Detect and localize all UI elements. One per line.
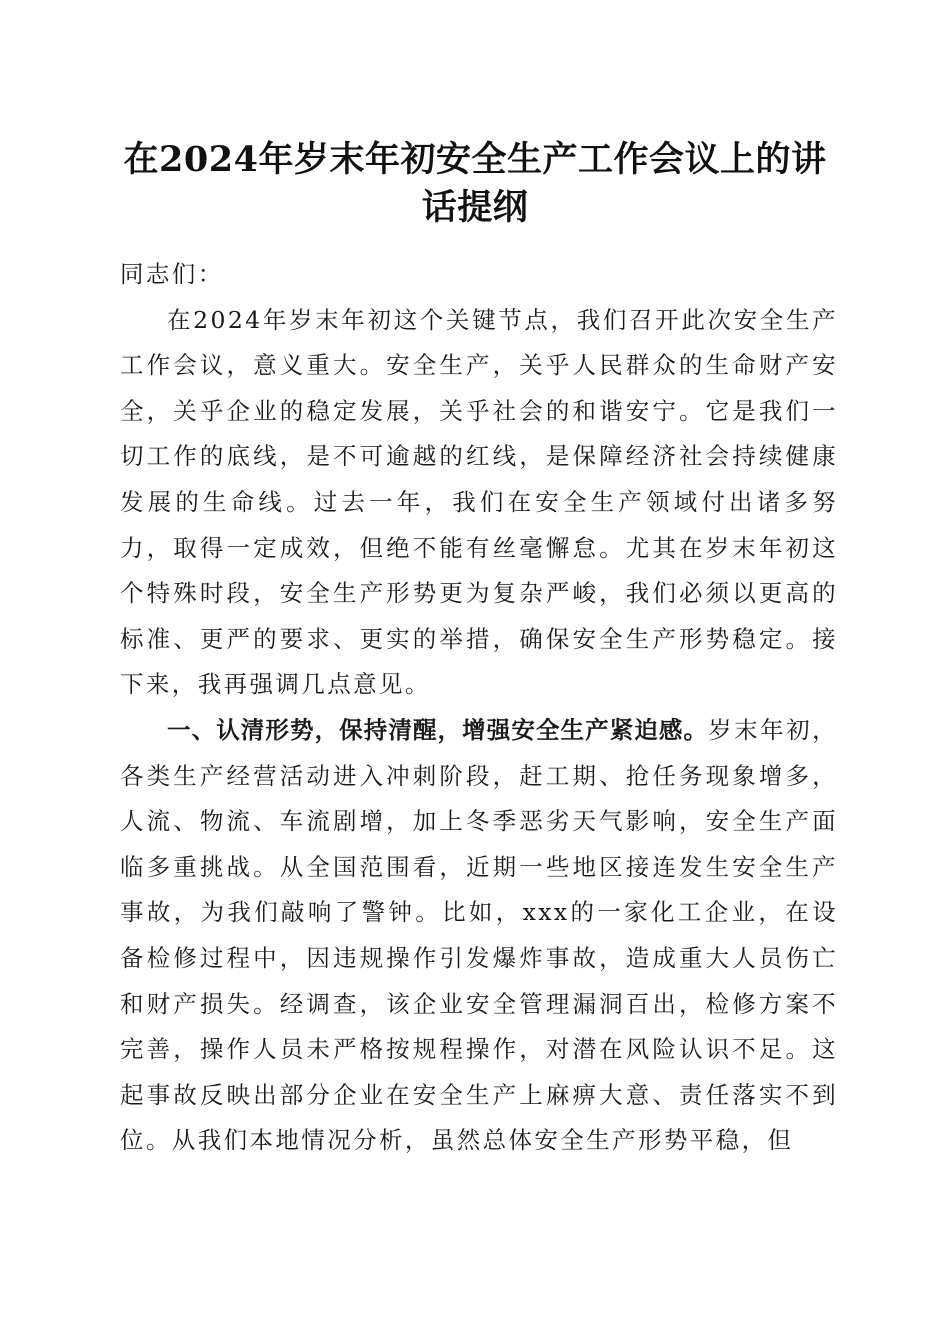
paragraph-text: 在2024年岁末年初这个关键节点，我们召开此次安全生产工作会议，意义重大。安全生产，关乎人民群众的生命财产安全，关乎企业的稳定发展，关乎社会的和谐安宁。它是我们一切工作的底线，是不可逾越的红线，是保障经济社会持续健康发展的生命线。过去一年，我们在安全生产领域付出诸多努力，取得一定成效，但绝不能有丝毫懈怠。尤其在岁末年初这个特殊时段，安全生产形势更为复杂严峻，我们必须以更高的标准、更严的要求、更实的举措，确保安全生产形势稳定。接下来，我再强调几点意见。 [120,305,838,699]
paragraph-intro [120,298,838,708]
paragraph-section-1 [120,708,838,1164]
document-body [120,252,838,1164]
salutation: 同志们： [120,260,224,288]
document-title: 在2024年岁末年初安全生产工作会议上的讲话提纲 [123,139,827,228]
paragraph-text: 岁末年初，各类生产经营活动进入冲刺阶段，赶工期、抢任务现象增多，人流、物流、车流剧增，加上冬季恶劣天气影响，安全生产面临多重挑战。从全国范围看，近期一些地区接连发生安全生产事故，为我们敲响了警钟。比如，xxx的一家化工企业，在设备检修过程中，因违规操作引发爆炸事故，造成重大人员伤亡和财产损失。经调查，该企业安全管理漏洞百出，检修方案不完善，操作人员未严格按规程操作，对潜在风险认识不足。这起事故反映出部分企业在安全生产上麻痹大意、责任落实不到位。从我们本地情况分析，虽然总体安全生产形势平稳，但 [120,715,839,1155]
section-heading: 一、认清形势，保持清醒，增强安全生产紧迫感。 [167,715,709,744]
